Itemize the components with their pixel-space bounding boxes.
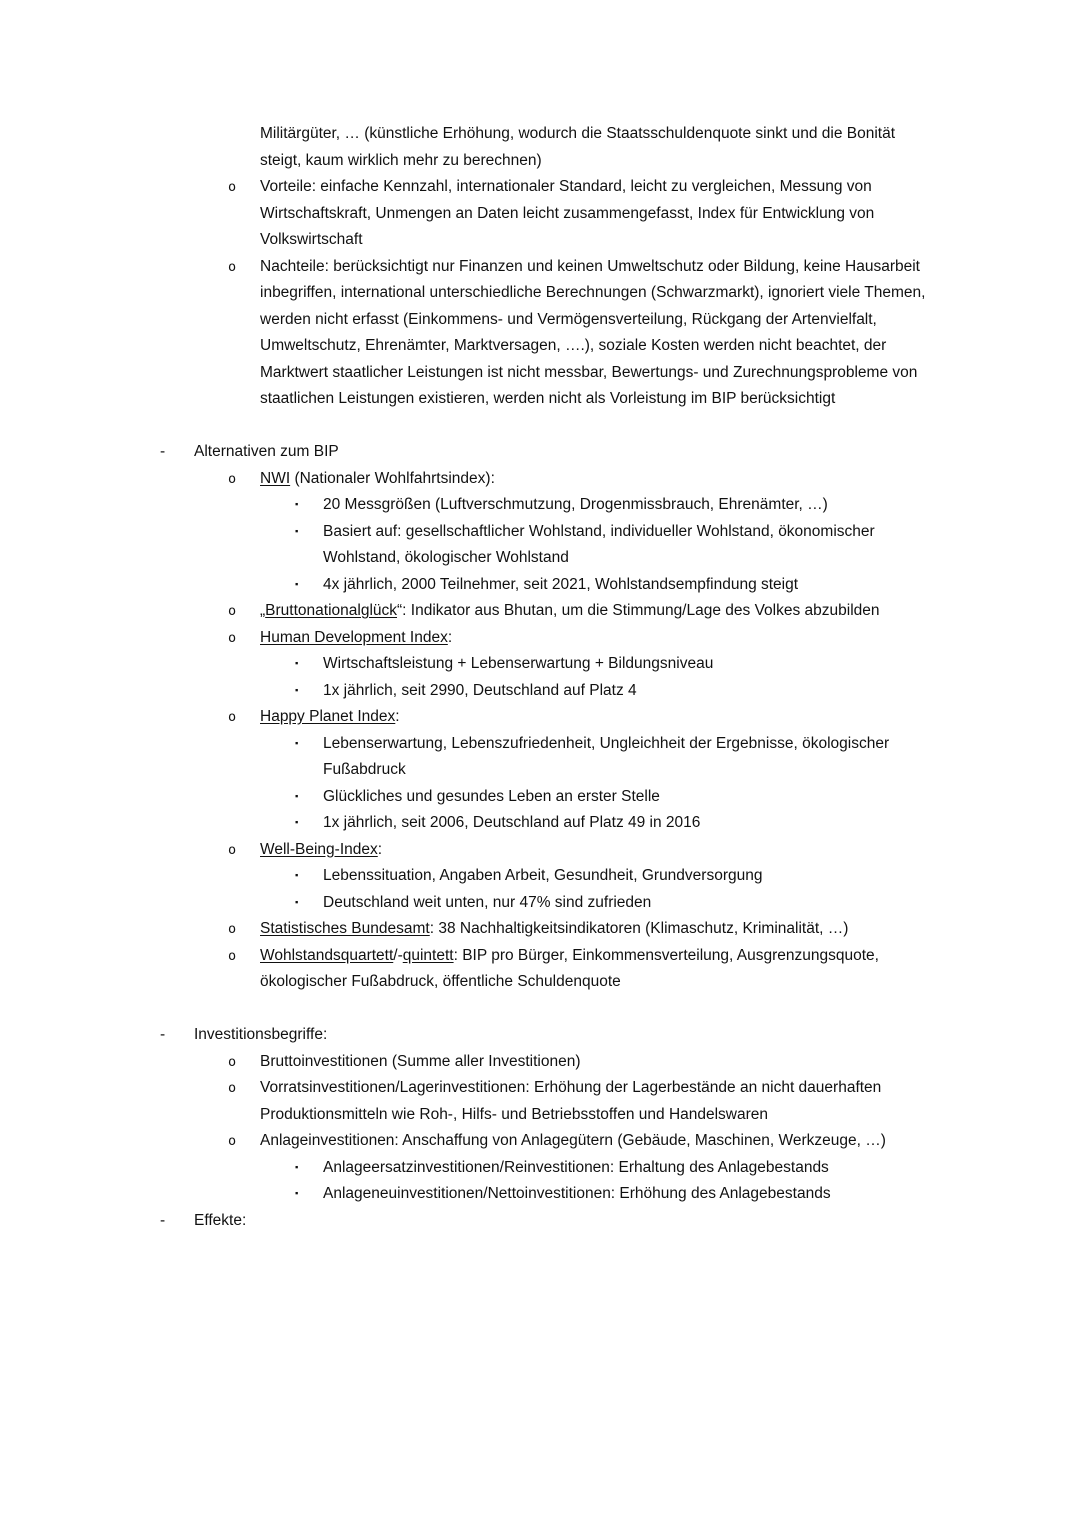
text-segment: : 38 Nachhaltigkeitsindikatoren (Klimaschutz, Kriminalität, …)	[429, 920, 849, 937]
list-item	[0, 837, 1080, 864]
list-item-text	[260, 1053, 580, 1070]
list-item	[0, 943, 1080, 996]
square-bullet-icon: ▪	[295, 658, 299, 669]
list-item-text	[323, 576, 798, 593]
text-segment: Anlageersatzinvestitionen/Reinvestitionen: Erhaltung des Anlagebestands	[323, 1158, 829, 1176]
list-item-text	[194, 1212, 246, 1229]
list-item-text	[323, 788, 660, 805]
dash-bullet-icon: -	[160, 443, 166, 460]
circle-bullet-icon: o	[228, 629, 237, 646]
circle-bullet-icon: o	[228, 258, 237, 275]
underlined-term: NWI	[260, 469, 291, 487]
list-item-text	[260, 841, 382, 858]
list-item	[0, 863, 1080, 890]
square-bullet-icon: ▪	[295, 870, 299, 881]
list-item	[0, 810, 1080, 837]
text-segment: :	[447, 628, 453, 646]
text-segment: : BIP pro Bürger, Einkommensverteilung, Ausgrenzungsquote, ökologischer Fußabdruck, öffentliche Schuldenquote	[260, 946, 879, 990]
circle-bullet-icon: o	[228, 603, 237, 619]
text-segment: Basiert auf: gesellschaftlicher Wohlstand, individueller Wohlstand, ökonomischer Wohlstand, ökologischer Wohlstand	[323, 522, 875, 566]
list-item-text	[323, 814, 700, 831]
underlined-term: Wohlstandsquartett	[260, 946, 394, 964]
text-segment: :	[377, 840, 383, 858]
list-item-text	[260, 629, 452, 646]
list-item	[0, 1155, 1080, 1182]
list-item	[0, 731, 1080, 784]
list-item-text	[323, 867, 762, 884]
underlined-term: Happy Planet Index	[260, 708, 396, 725]
underlined-term: Bruttonationalglück	[265, 602, 398, 619]
text-segment: Anlageneuinvestitionen/Nettoinvestitionen: Erhöhung des Anlagebestands	[323, 1185, 831, 1202]
circle-bullet-icon: o	[228, 1133, 237, 1149]
text-segment: Anlageinvestitionen: Anschaffung von Anlagegütern (Gebäude, Maschinen, Werkzeuge, …)	[260, 1132, 886, 1149]
list-item	[0, 598, 1080, 625]
text-segment: Nachteile: berücksichtigt nur Finanzen und keinen Umweltschutz oder Bildung, keine Hausarbeit inbegriffen, international unterschiedliche Berechnungen (Schwarzmarkt), ignoriert viele Themen, werden nicht erfasst (Einkommens- und Vermögensverteilung, Rückgang der Artenvielfalt, Umweltschutz, Ehrenämter, Marktversagen, ….), soziale Kosten werden nicht beachtet, der Marktwert staatlicher Leistungen ist nicht messbar, Bewertungs- und Zurechnungsprobleme von staatlichen Leistungen existieren, werden nicht als Vorleistung im BIP berücksichtigt	[260, 257, 926, 407]
list-item	[0, 1181, 1080, 1208]
square-bullet-icon: ▪	[295, 684, 299, 696]
list-item-text	[194, 443, 339, 460]
list-item	[0, 519, 1080, 572]
square-bullet-icon: ▪	[295, 1188, 299, 1199]
square-bullet-icon: ▪	[295, 790, 299, 802]
list-item-text	[260, 920, 848, 937]
square-bullet-icon: ▪	[295, 896, 299, 908]
list-item-text	[260, 947, 879, 991]
list-item	[0, 572, 1080, 599]
blank-line	[0, 996, 1080, 1023]
circle-bullet-icon: o	[228, 1080, 237, 1096]
text-segment: (Nationaler Wohlfahrtsindex):	[290, 469, 495, 487]
list-item-text	[260, 708, 400, 725]
document-content	[0, 121, 1080, 1234]
list-item-text	[260, 125, 895, 169]
circle-bullet-icon: o	[228, 1053, 237, 1070]
circle-bullet-icon: o	[228, 179, 237, 195]
text-segment: Glückliches und gesundes Leben an erster Stelle	[323, 787, 660, 805]
text-segment: 1x jährlich, seit 2990, Deutschland auf Platz 4	[323, 681, 637, 699]
circle-bullet-icon: o	[228, 709, 237, 725]
text-segment: Lebenserwartung, Lebenszufriedenheit, Ungleichheit der Ergebnisse, ökologischer Fußabdruck	[323, 734, 890, 778]
square-bullet-icon: ▪	[295, 817, 299, 828]
text-segment: „	[260, 602, 266, 619]
list-item-text	[323, 1159, 829, 1176]
list-item	[0, 1022, 1080, 1049]
list-item	[0, 678, 1080, 705]
list-item-text	[323, 496, 828, 513]
text-segment: Effekte:	[194, 1211, 247, 1229]
list-item-text	[260, 470, 495, 487]
text-segment: Vorteile: einfache Kennzahl, internationaler Standard, leicht zu vergleichen, Messung von Wirtschaftskraft, Unmengen an Daten leicht zusammengefasst, Index für Entwicklung von Volkswirtschaft	[260, 178, 875, 248]
text-segment: “: Indikator aus Bhutan, um die Stimmung/Lage des Volkes abzubilden	[397, 602, 880, 619]
list-item-text	[323, 894, 651, 911]
list-item	[0, 174, 1080, 254]
list-item	[0, 1075, 1080, 1128]
circle-bullet-icon: o	[228, 947, 237, 964]
list-item-text	[260, 602, 880, 619]
underlined-term: quintett	[402, 946, 454, 964]
underlined-term: Well-Being-Index	[260, 840, 378, 858]
list-item	[0, 784, 1080, 811]
list-item	[0, 625, 1080, 652]
list-item-text	[323, 1185, 831, 1202]
text-segment: Militärgüter, … (künstliche Erhöhung, wodurch die Staatsschuldenquote sinkt und die Bonität steigt, kaum wirklich mehr zu berechnen)	[260, 125, 896, 169]
text-segment: Vorratsinvestitionen/Lagerinvestitionen: Erhöhung der Lagerbestände an nicht dauerhaften Produktionsmitteln wie Roh-, Hilfs- und Betriebsstoffen und Handelswaren	[260, 1079, 882, 1123]
text-segment: Deutschland weit unten, nur 47% sind zufrieden	[323, 893, 652, 911]
circle-bullet-icon: o	[228, 921, 237, 937]
text-segment: Wirtschaftsleistung + Lebenserwartung + Bildungsniveau	[323, 655, 714, 672]
text-segment: 1x jährlich, seit 2006, Deutschland auf Platz 49 in 2016	[323, 814, 701, 831]
underlined-term: Human Development Index	[260, 628, 448, 646]
text-segment: Investitionsbegriffe:	[194, 1026, 328, 1043]
list-item	[0, 466, 1080, 493]
list-item-text	[323, 735, 889, 779]
list-item-text	[260, 178, 874, 248]
list-item	[0, 651, 1080, 678]
dash-bullet-icon: -	[160, 1026, 166, 1043]
circle-bullet-icon: o	[228, 470, 237, 487]
list-item-text	[323, 682, 637, 699]
list-item	[0, 704, 1080, 731]
list-item	[0, 121, 1080, 174]
circle-bullet-icon: o	[228, 841, 237, 858]
text-segment: :	[395, 708, 400, 725]
text-segment: Bruttoinvestitionen (Summe aller Investitionen)	[260, 1052, 581, 1070]
list-item-text	[194, 1026, 327, 1043]
underlined-term: Statistisches Bundesamt	[260, 920, 430, 937]
list-item-text	[260, 1132, 886, 1149]
square-bullet-icon: ▪	[295, 737, 299, 749]
text-segment: /-	[393, 946, 403, 964]
list-item	[0, 1128, 1080, 1155]
text-segment: 20 Messgrößen (Luftverschmutzung, Drogenmissbrauch, Ehrenämter, …)	[323, 496, 828, 513]
list-item	[0, 254, 1080, 413]
list-item	[0, 492, 1080, 519]
square-bullet-icon: ▪	[295, 525, 299, 537]
blank-line	[0, 413, 1080, 440]
list-item-text	[323, 655, 713, 672]
square-bullet-icon: ▪	[295, 1161, 299, 1173]
list-item	[0, 1208, 1080, 1235]
dash-bullet-icon: -	[160, 1211, 166, 1229]
text-segment: Alternativen zum BIP	[194, 443, 339, 460]
text-segment: Lebenssituation, Angaben Arbeit, Gesundheit, Grundversorgung	[323, 867, 763, 884]
square-bullet-icon: ▪	[295, 578, 299, 590]
list-item-text	[323, 523, 875, 567]
list-item-text	[260, 1079, 881, 1123]
list-item	[0, 916, 1080, 943]
list-item	[0, 1049, 1080, 1076]
list-item	[0, 890, 1080, 917]
text-segment: 4x jährlich, 2000 Teilnehmer, seit 2021, Wohlstandsempfindung steigt	[323, 575, 799, 593]
list-item-text	[260, 258, 925, 408]
list-item	[0, 439, 1080, 466]
square-bullet-icon: ▪	[295, 499, 299, 510]
